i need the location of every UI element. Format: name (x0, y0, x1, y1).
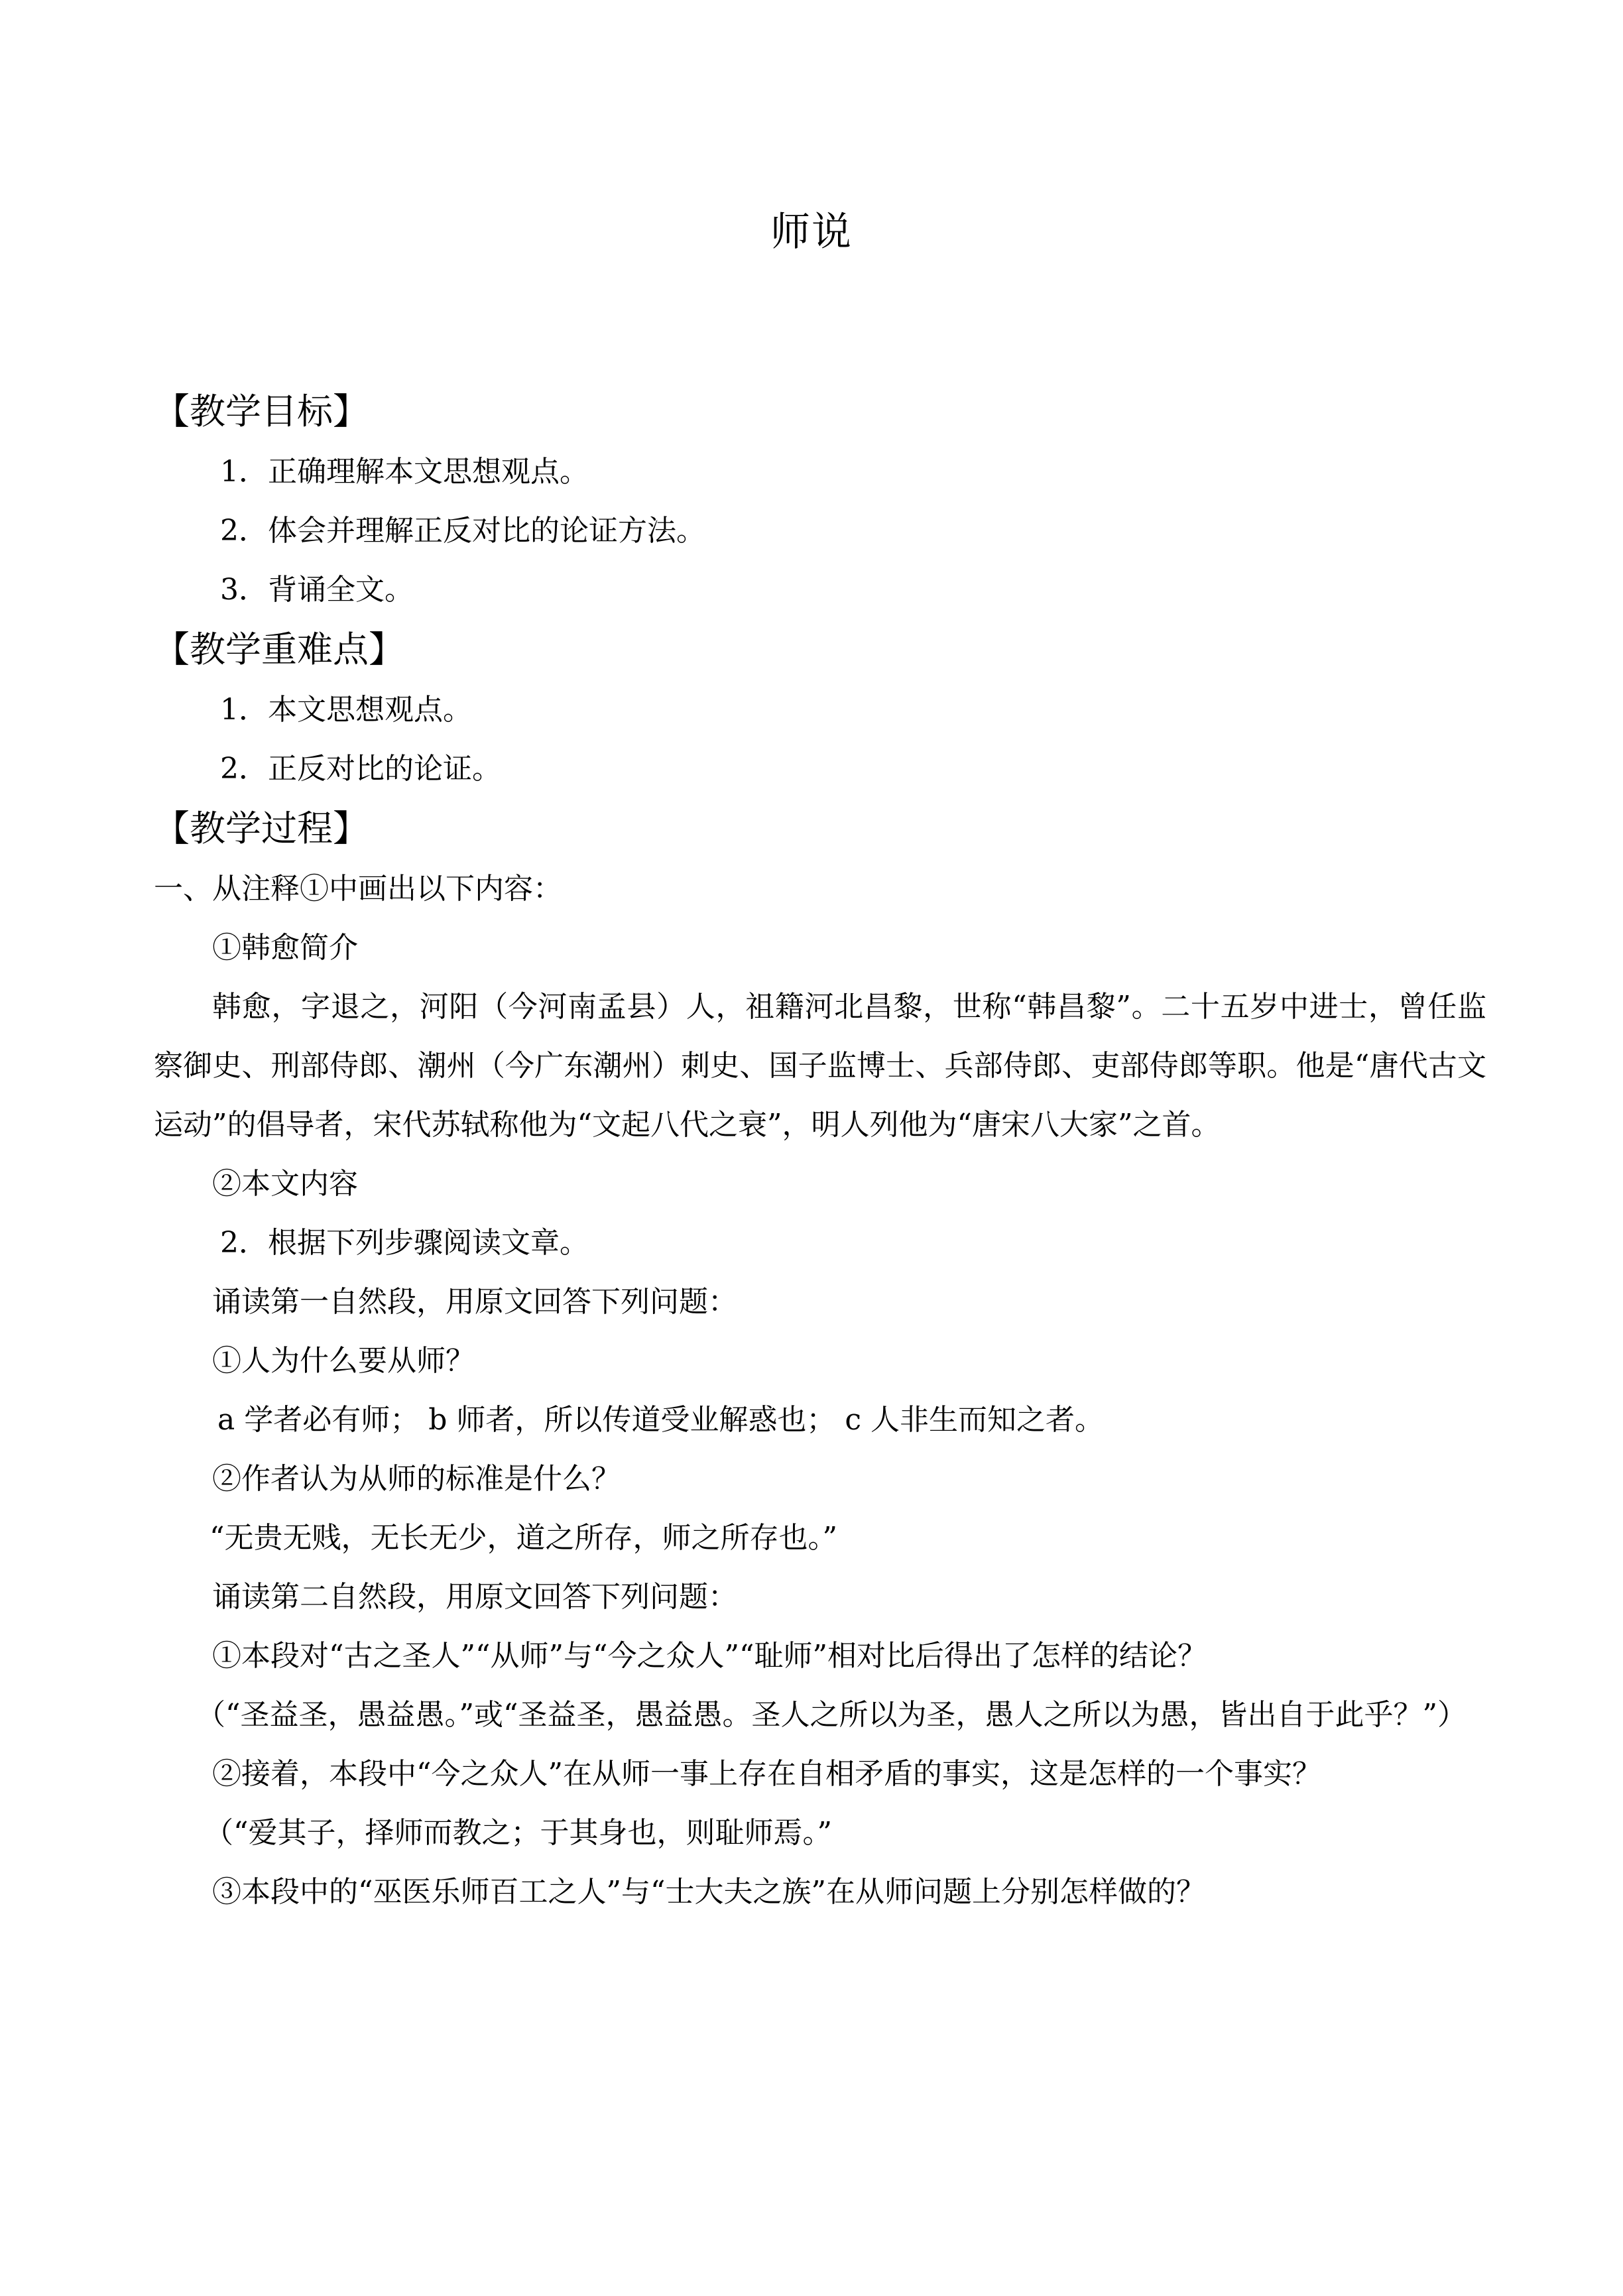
question-1: ①人为什么要从师？ (212, 1344, 475, 1378)
question-5: ③本段中的“巫医乐师百工之人”与“士大夫之族”在从师问题上分别怎样做的？ (212, 1875, 1205, 1909)
goal-item-3: 3．背诵全文。 (220, 573, 414, 607)
bio-label: ①韩愈简介 (212, 931, 358, 965)
key-point-item-2: 2．正反对比的论证。 (220, 752, 501, 786)
document-body (154, 381, 1486, 1921)
heading-teaching-process: 【教学过程】 (154, 808, 369, 849)
step-2: 2．根据下列步骤阅读文章。 (220, 1226, 589, 1260)
question-2: ②作者认为从师的标准是什么？ (212, 1462, 621, 1496)
key-point-item-1: 1．本文思想观点。 (220, 693, 472, 727)
answer-1: a 学者必有师； b 师者，所以传道受业解惑也； c 人非生而知之者。 (217, 1403, 1104, 1437)
content-label: ②本文内容 (212, 1167, 358, 1201)
page-title: 师说 (770, 209, 853, 255)
question-3: ①本段对“古之圣人”“从师”与“今之众人”“耻师”相对比后得出了怎样的结论？ (212, 1639, 1207, 1673)
answer-3: （“圣益圣，愚益愚。”或“圣益圣，愚益愚。圣人之所以为圣，愚人之所以为愚，皆出自于此乎？”） (196, 1698, 1467, 1732)
answer-2: “无贵无贱，无长无少，道之所存，师之所存也。” (210, 1521, 837, 1555)
para1-task: 诵读第一自然段，用原文回答下列问题： (212, 1285, 737, 1319)
para2-task: 诵读第二自然段，用原文回答下列问题： (212, 1580, 737, 1614)
heading-key-points: 【教学重难点】 (154, 629, 404, 670)
goal-item-2: 2．体会并理解正反对比的论证方法。 (220, 514, 705, 548)
bio-paragraph: 韩愈，字退之，河阳（今河南孟县）人，祖籍河北昌黎，世称“韩昌黎”。二十五岁中进士，曾任监察御史、刑部侍郎、潮州（今广东潮州）刺史、国子监博士、兵部侍郎、吏部侍郎等职。他是“唐代古文运动”的倡导者，宋代苏轼称他为“文起八代之衰”，明人列他为“唐宋八大家”之首。 (154, 990, 1486, 1142)
question-4: ②接着，本段中“今之众人”在从师一事上存在自相矛盾的事实，这是怎样的一个事实？ (212, 1757, 1321, 1791)
process-intro: 一、从注释①中画出以下内容： (154, 872, 562, 906)
heading-teaching-goals: 【教学目标】 (154, 391, 369, 432)
goal-item-1: 1．正确理解本文思想观点。 (220, 455, 589, 489)
answer-4: （“爱其子，择师而教之；于其身也，则耻师焉。” (204, 1816, 832, 1850)
